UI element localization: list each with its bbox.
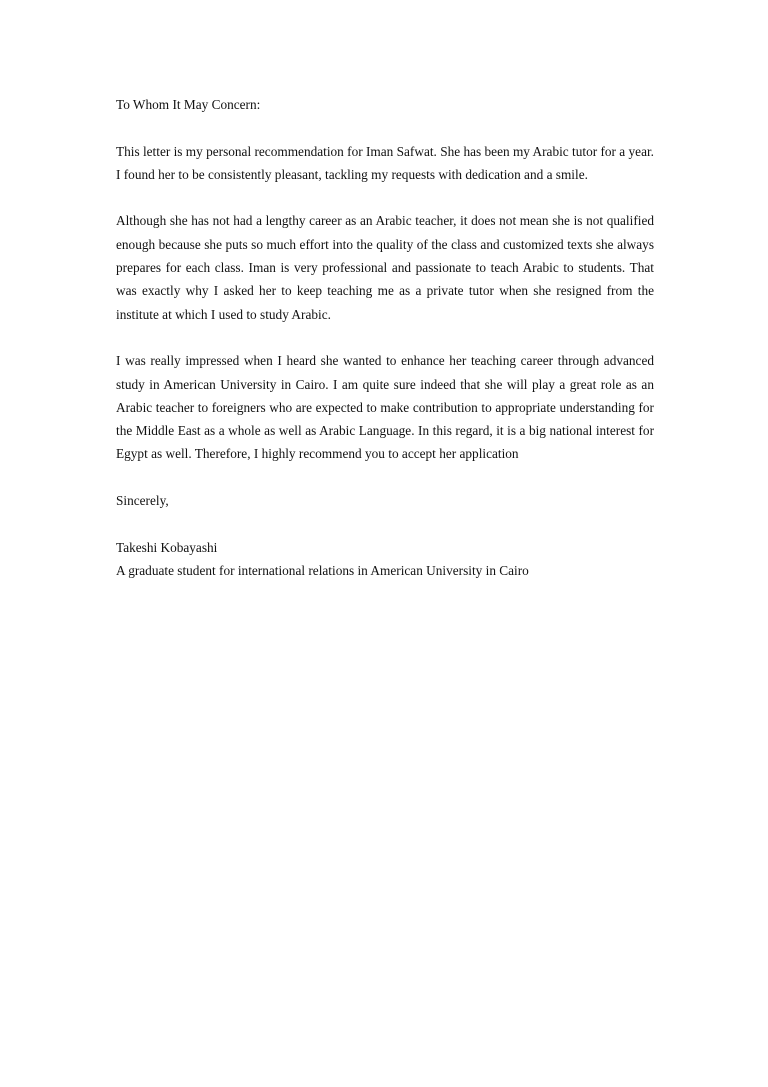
paragraph-1: This letter is my personal recommendation for Iman Safwat. She has been my Arabic tutor for a year. I found her to be consistently pleasant, tackling my requests with dedication and a smile. (116, 143, 654, 182)
signer-title: A graduate student for international relations in American University in Cairo (116, 562, 529, 578)
signer-name: Takeshi Kobayashi (116, 539, 218, 555)
closing: Sincerely, (116, 493, 169, 509)
recommendation-letter (116, 93, 654, 582)
paragraph-3: I was really impressed when I heard she wanted to enhance her teaching career through advanced study in American University in Cairo. I am quite sure indeed that she will play a great role as an Arabic teacher to foreigners who are expected to make contribution to appropriate understanding for the Middle East as a whole as well as Arabic Language. In this regard, it is a big national interest for Egypt as well. Therefore, I highly recommend you to accept her application (116, 353, 654, 462)
salutation: To Whom It May Concern: (116, 97, 261, 112)
paragraph-2: Although she has not had a lengthy career as an Arabic teacher, it does not mean she is not qualified enough because she puts so much effort into the quality of the class and customized texts she always prepares for each class. Iman is very professional and passionate to teach Arabic to students. That was exactly why I asked her to keep teaching me as a private tutor when she resigned from the institute at which I used to study Arabic. (116, 213, 654, 322)
